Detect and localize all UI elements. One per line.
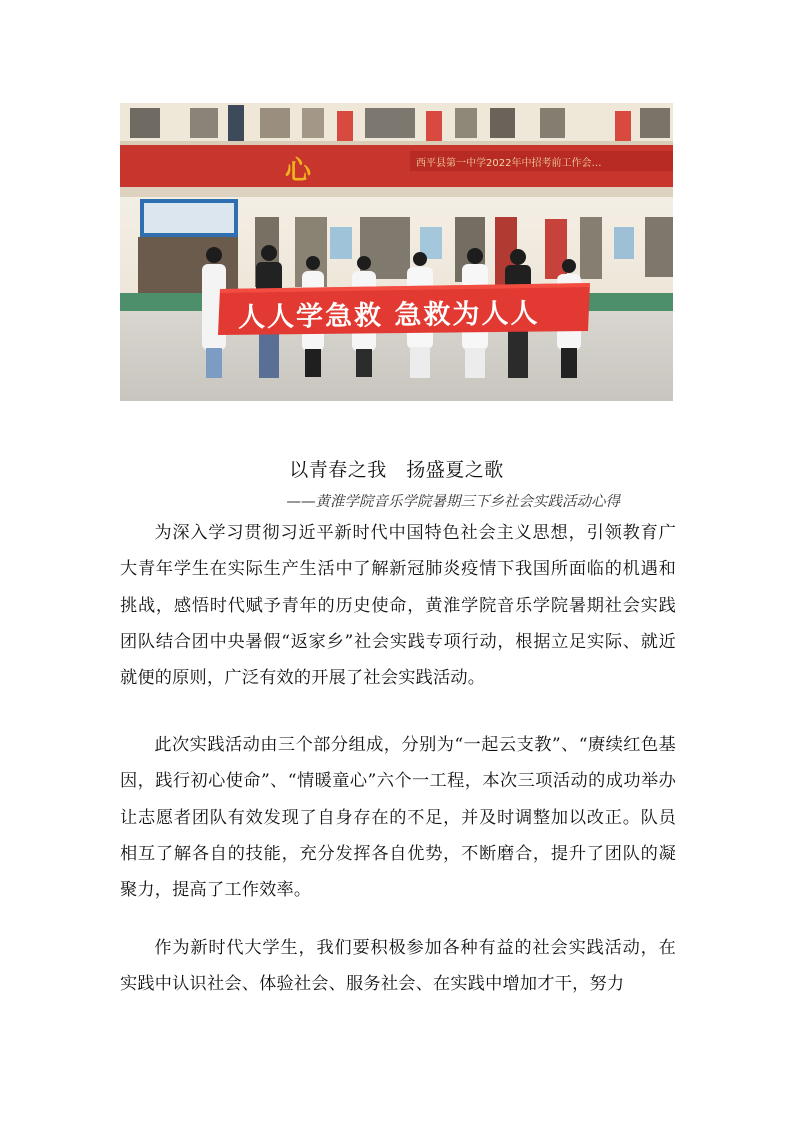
red-band-character: 心 (285, 156, 312, 186)
article-title: 以青春之我 扬盛夏之歌 (289, 459, 504, 481)
building-banner-text: 西平县第一中学2022年中招考前工作会… (416, 158, 602, 169)
slogan-banner (218, 283, 590, 335)
paragraph-2: 此次实践活动由三个部分组成，分别为“一起云支教”、“赓续红色基因，践行初心使命”、“情暖童心”六个一工程，本次三项活动的成功举办让志愿者团队有效发现了自身存在的不足，并及时调整加以改正。队员相互了解各自的技能，充分发挥各自优势，不断磨合，提升了团队的凝聚力，提高了工作效率。 (120, 735, 676, 901)
article-subtitle: ——黄淮学院音乐学院暑期三下乡社会实践活动心得 (286, 494, 620, 510)
group-photo (120, 103, 673, 401)
paragraph-3: 作为新时代大学生，我们要积极参加各种有益的社会实践活动，在实践中认识社会、体验社会、服务社会、在实践中增加才干，努力 (120, 938, 676, 995)
slogan-banner-text: 人人学急救 急救为人人 (237, 298, 540, 334)
paragraph-1: 为深入学习贯彻习近平新时代中国特色社会主义思想，引领教育广大青年学生在实际生产生活中了解新冠肺炎疫情下我国所面临的机遇和挑战，感悟时代赋予青年的历史使命，黄淮学院音乐学院暑期社会实践团队结合团中央暑假“返家乡”社会实践专项行动，根据立足实际、就近就便的原则，广泛有效的开展了社会实践活动。 (120, 523, 676, 689)
